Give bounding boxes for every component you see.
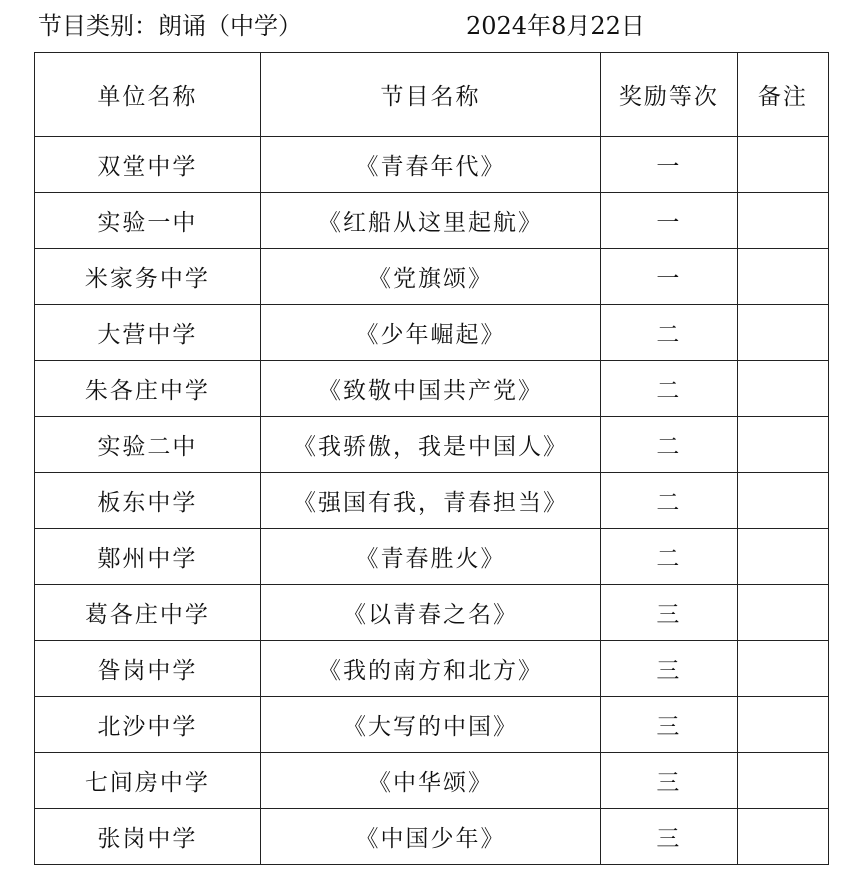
award-rank-cell: 一 <box>601 193 738 249</box>
unit-name-cell: 张岗中学 <box>35 809 261 865</box>
document-heading <box>38 8 818 44</box>
table-row <box>35 529 829 585</box>
award-rank-cell: 一 <box>601 137 738 193</box>
award-rank-cell: 二 <box>601 529 738 585</box>
unit-name-cell: 北沙中学 <box>35 697 261 753</box>
unit-name-cell: 实验一中 <box>35 193 261 249</box>
unit-name-cell: 米家务中学 <box>35 249 261 305</box>
award-rank-cell: 一 <box>601 249 738 305</box>
header-unit-name: 单位名称 <box>35 53 261 137</box>
table-row <box>35 697 829 753</box>
table-row <box>35 361 829 417</box>
remarks-cell <box>737 697 828 753</box>
award-rank-cell: 三 <box>601 585 738 641</box>
header-award-rank: 奖励等次 <box>601 53 738 137</box>
remarks-cell <box>737 753 828 809</box>
table-row <box>35 193 829 249</box>
remarks-cell <box>737 137 828 193</box>
program-name-cell: 《少年崛起》 <box>260 305 600 361</box>
program-name-cell: 《大写的中国》 <box>260 697 600 753</box>
award-rank-cell: 三 <box>601 753 738 809</box>
unit-name-cell: 鄚州中学 <box>35 529 261 585</box>
unit-name-cell: 昝岗中学 <box>35 641 261 697</box>
table-row <box>35 585 829 641</box>
unit-name-cell: 葛各庄中学 <box>35 585 261 641</box>
award-table <box>34 52 829 865</box>
unit-name-cell: 板东中学 <box>35 473 261 529</box>
document-date: 2024年8月22日 <box>466 12 645 40</box>
table-row <box>35 473 829 529</box>
program-name-cell: 《青春年代》 <box>260 137 600 193</box>
program-name-cell: 《中华颂》 <box>260 753 600 809</box>
remarks-cell <box>737 529 828 585</box>
header-program-name: 节目名称 <box>260 53 600 137</box>
unit-name-cell: 七间房中学 <box>35 753 261 809</box>
award-rank-cell: 二 <box>601 305 738 361</box>
remarks-cell <box>737 305 828 361</box>
award-rank-cell: 三 <box>601 641 738 697</box>
award-rank-cell: 二 <box>601 473 738 529</box>
remarks-cell <box>737 249 828 305</box>
table-row <box>35 417 829 473</box>
program-name-cell: 《我的南方和北方》 <box>260 641 600 697</box>
program-name-cell: 《以青春之名》 <box>260 585 600 641</box>
program-name-cell: 《青春胜火》 <box>260 529 600 585</box>
program-name-cell: 《党旗颂》 <box>260 249 600 305</box>
remarks-cell <box>737 585 828 641</box>
remarks-cell <box>737 809 828 865</box>
table-row <box>35 305 829 361</box>
table-header-row <box>35 53 829 137</box>
program-name-cell: 《我骄傲，我是中国人》 <box>260 417 600 473</box>
award-rank-cell: 三 <box>601 809 738 865</box>
unit-name-cell: 双堂中学 <box>35 137 261 193</box>
table-row <box>35 641 829 697</box>
table-row <box>35 137 829 193</box>
award-rank-cell: 三 <box>601 697 738 753</box>
unit-name-cell: 实验二中 <box>35 417 261 473</box>
award-rank-cell: 二 <box>601 361 738 417</box>
table-row <box>35 809 829 865</box>
remarks-cell <box>737 361 828 417</box>
remarks-cell <box>737 641 828 697</box>
remarks-cell <box>737 417 828 473</box>
program-category: 节目类别：朗诵（中学） <box>38 12 302 40</box>
remarks-cell <box>737 193 828 249</box>
unit-name-cell: 朱各庄中学 <box>35 361 261 417</box>
program-name-cell: 《致敬中国共产党》 <box>260 361 600 417</box>
unit-name-cell: 大营中学 <box>35 305 261 361</box>
award-rank-cell: 二 <box>601 417 738 473</box>
program-name-cell: 《红船从这里起航》 <box>260 193 600 249</box>
header-remarks: 备注 <box>737 53 828 137</box>
program-name-cell: 《强国有我，青春担当》 <box>260 473 600 529</box>
remarks-cell <box>737 473 828 529</box>
program-name-cell: 《中国少年》 <box>260 809 600 865</box>
table-row <box>35 753 829 809</box>
table-row <box>35 249 829 305</box>
